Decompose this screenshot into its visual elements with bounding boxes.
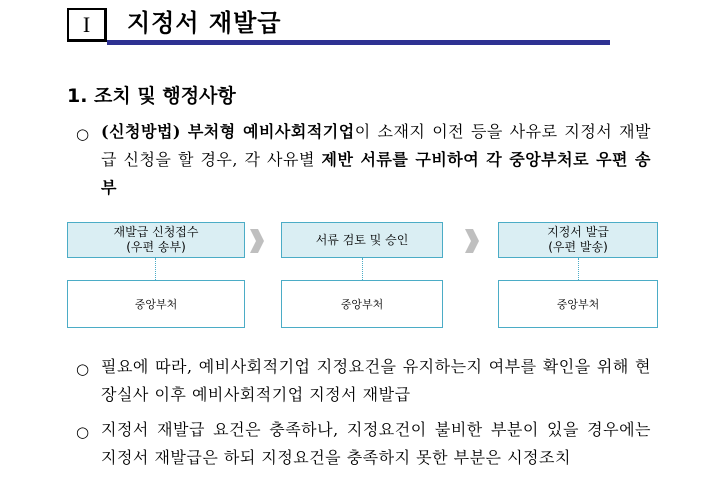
flow-step-3-owner-box [498, 280, 658, 328]
flow-step-1-title: 재발급 신청접수 [113, 225, 199, 239]
subheading: 1. 조치 및 행정사항 [67, 85, 236, 107]
flow-step-2-owner-box [281, 280, 443, 328]
bullet-marker-3: ○ [76, 423, 90, 441]
flow-step-2-connector [362, 258, 363, 280]
bullet-marker-2: ○ [76, 360, 90, 378]
paragraph-2: 필요에 따라, 예비사회적기업 지정요건을 유지하는지 여부를 확인을 위해 현장실사 이후 예비사회적기업 지정서 재발급 [101, 357, 651, 404]
flow-step-1-subtitle: (우편 송부) [126, 240, 186, 254]
flow-step-3-owner: 중앙부처 [556, 298, 600, 311]
flow-step-3-box [498, 222, 658, 258]
flow-step-2-box [281, 222, 443, 258]
paragraph-1-lead: (신청방법) [101, 122, 181, 141]
flow-arrow-1-icon [250, 229, 264, 253]
flow-step-3-connector [578, 258, 579, 280]
flow-arrow-2-icon [465, 229, 479, 253]
flow-step-1-owner-box [67, 280, 245, 328]
section-number: I [82, 11, 91, 37]
flow-step-2-title: 서류 검토 및 승인 [315, 232, 409, 247]
section-title: 지정서 재발급 [127, 9, 282, 37]
flow-step-3-subtitle: (우편 발송) [548, 240, 608, 254]
flow-step-1-owner: 중앙부처 [134, 298, 178, 311]
flow-step-2-owner: 중앙부처 [340, 298, 384, 311]
section-title-rule [107, 40, 610, 45]
paragraph-1 [101, 118, 651, 202]
paragraph-3: 지정서 재발급 요건은 충족하나, 지정요건이 불비한 부분이 있을 경우에는 지정서 재발급은 하되 지정요건을 충족하지 못한 부분은 시정조치 [101, 420, 651, 467]
flow-step-1-box [67, 222, 245, 258]
flow-step-1-connector [155, 258, 156, 280]
paragraph-1-bold-org: 부처형 예비사회적기업 [187, 122, 355, 141]
flow-step-3-title: 지정서 발급 [547, 225, 609, 239]
section-number-box [67, 8, 107, 42]
paragraph-1-text: 이 소재지 이전 등을 사유로 지정서 재발급 신청을 할 경우, 각 사유별 [101, 122, 652, 169]
bullet-marker-1: ○ [76, 125, 90, 143]
paragraph-1-bold-action: 제반 서류를 구비하여 각 중앙부처로 우편 송부 [101, 150, 651, 197]
